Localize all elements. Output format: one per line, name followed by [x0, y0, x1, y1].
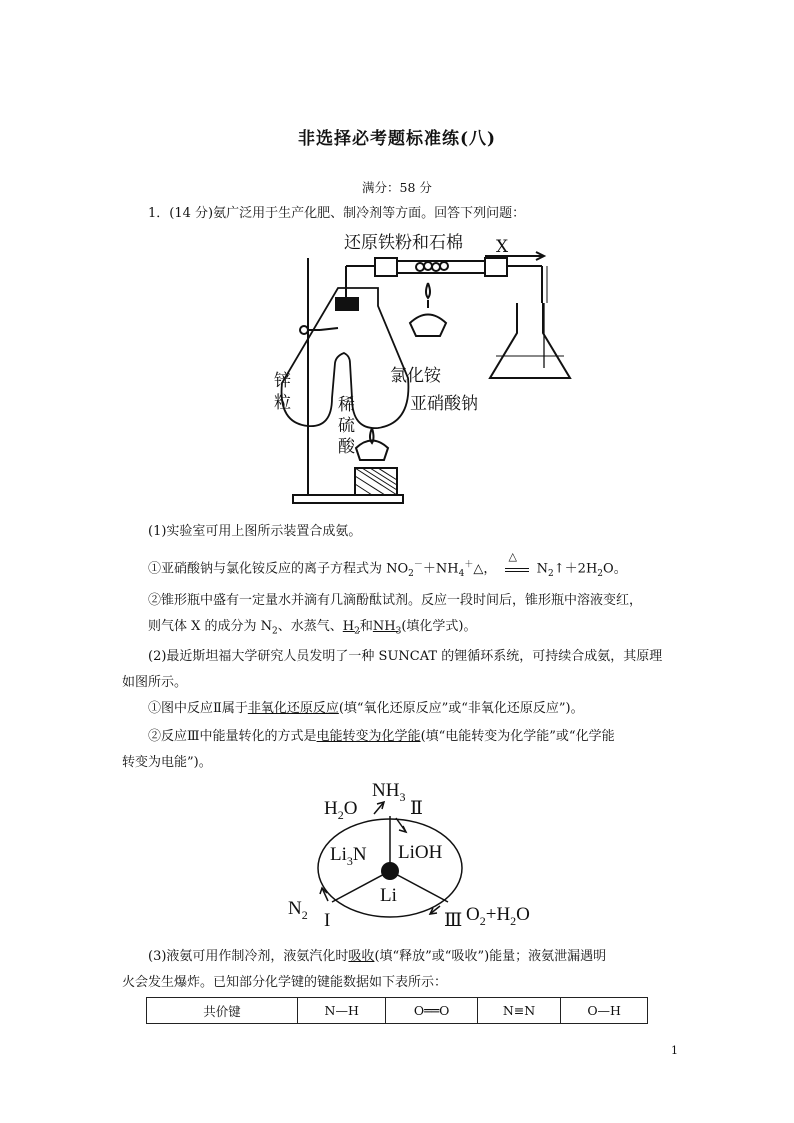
answer-energy: 电能转变为化学能 — [316, 729, 421, 744]
lithium-center-dot — [381, 862, 399, 880]
part-1-intro: (1)实验室可用上图所示装置合成氨。 — [148, 524, 362, 539]
right-stopper — [485, 258, 507, 276]
part-2-intro-line1: (2)最近斯坦福大学研究人员发明了一种 SUNCAT 的锂循环系统，可持续合成氨，其原理 — [148, 649, 663, 664]
label-gas-x: X — [496, 237, 509, 257]
answer-non-redox: 非氧化还原反应 — [247, 701, 339, 716]
alcohol-lamp — [410, 315, 446, 337]
lithium-cycle-diagram — [280, 776, 560, 936]
answer-h2: $H_2$ — [342, 619, 360, 637]
label-acid-2: 硫 — [338, 416, 355, 436]
bond-energy-table — [146, 997, 648, 1024]
table-row — [147, 998, 648, 1024]
part-1-question-2-line1: ②锥形瓶中盛有一定量水并滴有几滴酚酞试剂。反应一段时间后，锥形瓶中溶液变红， — [148, 593, 643, 608]
label-h2o: $H_2O$ — [324, 798, 358, 822]
table-cell: N—H — [298, 998, 386, 1024]
ammonia-synthesis-apparatus — [260, 228, 580, 513]
conical-flask — [490, 303, 570, 378]
label-iron-powder: 还原铁粉和石棉 — [344, 233, 463, 253]
table-cell: 共价键 — [147, 998, 298, 1024]
label-acid-3: 酸 — [338, 437, 355, 457]
question-points: (14 分) — [169, 206, 214, 221]
page-title: 非选择必考题标准练(八) — [297, 129, 497, 149]
label-reaction-ii: Ⅱ — [410, 798, 423, 819]
label-acid-1: 稀 — [338, 395, 355, 415]
question-text: 氨广泛用于生产化肥、制冷剂等方面。回答下列问题： — [213, 206, 526, 221]
left-stopper — [375, 258, 397, 276]
question-number: 1． — [148, 206, 170, 221]
label-o2-h2o: $O_2+H_2O$ — [466, 904, 530, 928]
label-reaction-i: I — [324, 910, 331, 931]
label-zinc-1: 锌 — [274, 371, 291, 391]
part-2-question-2-line2: 转变为电能”)。 — [122, 755, 212, 770]
answer-nh3: $NH_3$ — [372, 619, 402, 637]
part-3-line2: 火会发生爆炸。已知部分化学键的键能数据如下表所示： — [122, 975, 448, 990]
page-number: 1 — [671, 1044, 678, 1057]
table-cell: O══O — [386, 998, 477, 1024]
table-cell: O—H — [561, 998, 648, 1024]
label-lioh: LiOH — [398, 842, 443, 863]
part-2-question-2-line1: ②反应Ⅲ中能量转化的方式是电能转变为化学能(填“电能转变为化学能”或“化学能 — [148, 729, 615, 744]
label-reaction-iii: Ⅲ — [444, 910, 463, 931]
part-2-question-1: ①图中反应Ⅱ属于非氧化还原反应(填“氧化还原反应”或“非氧化还原反应”)。 — [148, 701, 584, 716]
label-nh3: $NH_3$ — [372, 780, 406, 804]
label-sodium-nitrite: 亚硝酸钠 — [410, 394, 478, 414]
part-2-intro-line2: 如图所示。 — [122, 675, 188, 690]
question-1-stem — [148, 205, 525, 223]
reaction-condition: △ — [505, 561, 529, 572]
part-1-question-2-line2: 则气体 X 的成分为 $N_2$、水蒸气、$H_2$和$NH_3$(填化学式)。 — [148, 619, 477, 637]
part-3-line1: (3)液氨可用作制冷剂，液氨汽化时吸收(填“释放”或“吸收”)能量；液氨泄漏遇明 — [148, 949, 607, 964]
full-score: 满分：58 分 — [362, 180, 432, 195]
label-li: Li — [380, 885, 397, 906]
label-zinc-2: 粒 — [274, 393, 291, 413]
label-n2: $N_2$ — [288, 898, 308, 922]
table-cell: N≡N — [477, 998, 560, 1024]
answer-absorb: 吸收 — [348, 949, 375, 964]
label-ammonium-chloride: 氯化铵 — [390, 366, 441, 386]
part-1-question-1: ①亚硝酸钠与氯化铵反应的离子方程式为 $NO_2^-+NH_4^+\triangle$， △ $N_2↑+2H_2O$。 — [148, 550, 627, 579]
stand-base — [293, 495, 403, 503]
label-li3n: $Li_3N$ — [330, 844, 367, 868]
